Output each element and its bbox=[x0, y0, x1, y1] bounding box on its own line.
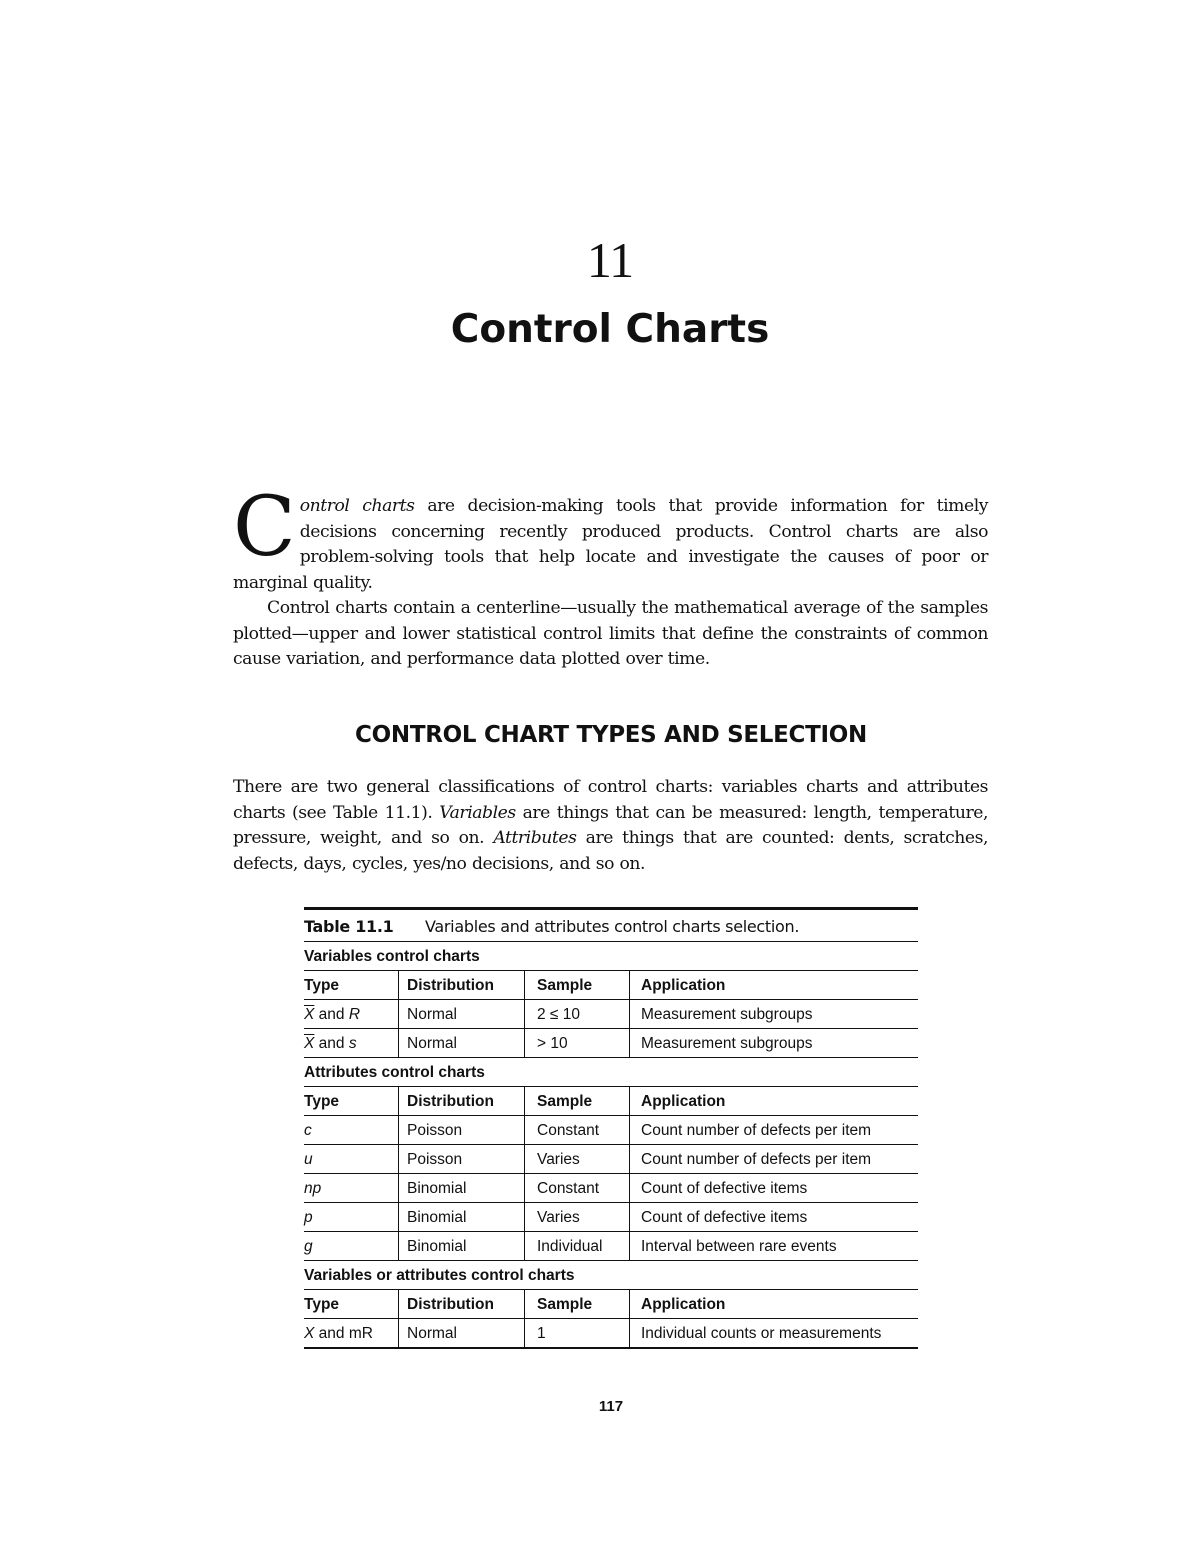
table-column-header-row bbox=[304, 1290, 918, 1319]
column-header-sample: Sample bbox=[525, 1290, 630, 1318]
cell-sample: 1 bbox=[525, 1319, 630, 1347]
cell-distribution: Normal bbox=[399, 1000, 525, 1028]
column-header-application: Application bbox=[641, 977, 726, 994]
table-column-header-row bbox=[304, 971, 918, 1000]
table-row bbox=[304, 1000, 918, 1029]
intro-paragraph-1-text: are decision-making tools that provide information for timely decisions concerning recently produced products. Control charts are also problem-solving tools that help locate and investigate the causes of poor or marginal quality. bbox=[233, 496, 989, 593]
table-row bbox=[304, 1174, 918, 1203]
intro-paragraph-1 bbox=[233, 480, 989, 596]
cell-distribution: Poisson bbox=[399, 1145, 525, 1173]
table-group-header: Variables or attributes control charts bbox=[304, 1261, 918, 1290]
attributes-term: Attributes bbox=[493, 828, 577, 849]
section-text-a: There are two general classifications of control charts: variables charts and attributes charts (see Table 11.1). bbox=[233, 777, 988, 823]
cell-type: np bbox=[304, 1174, 399, 1202]
column-header-application: Application bbox=[641, 1093, 726, 1110]
table-row bbox=[304, 1319, 918, 1349]
table-row bbox=[304, 1232, 918, 1261]
cell-distribution: Binomial bbox=[399, 1203, 525, 1231]
cell-application: Individual counts or measurements bbox=[641, 1325, 882, 1342]
table-row bbox=[304, 1203, 918, 1232]
column-header-distribution: Distribution bbox=[399, 971, 525, 999]
cell-distribution: Binomial bbox=[399, 1174, 525, 1202]
table-caption-text: Variables and attributes control charts selection. bbox=[425, 917, 800, 936]
section-text-c: are things that are counted: dents, scratches, defects, days, cycles, yes/no decisions, and so on. bbox=[233, 828, 988, 874]
cell-sample: > 10 bbox=[525, 1029, 630, 1057]
table-row bbox=[304, 1145, 918, 1174]
cell-distribution: Normal bbox=[399, 1029, 525, 1057]
column-header-type: Type bbox=[304, 971, 399, 999]
cell-type: $\overline{X}$ and s bbox=[304, 1029, 399, 1057]
intro-term: ontrol charts bbox=[299, 496, 415, 516]
cell-application: Count of defective items bbox=[641, 1209, 808, 1226]
column-header-sample: Sample bbox=[525, 971, 630, 999]
cell-sample: Varies bbox=[525, 1145, 630, 1173]
cell-application: Interval between rare events bbox=[641, 1238, 837, 1255]
control-charts-table bbox=[304, 907, 918, 1349]
cell-sample: 2 ≤ 10 bbox=[525, 1000, 630, 1028]
table-row bbox=[304, 1116, 918, 1145]
cell-type: X and mR bbox=[304, 1319, 399, 1347]
cell-application: Count number of defects per item bbox=[641, 1122, 872, 1139]
table-row bbox=[304, 1029, 918, 1058]
cell-type: c bbox=[304, 1116, 399, 1144]
column-header-sample: Sample bbox=[525, 1087, 630, 1115]
table-column-header-row bbox=[304, 1087, 918, 1116]
intro-paragraph-2: Control charts contain a centerline—usually the mathematical average of the samples plotted—upper and lower statistical control limits that define the constraints of common cause variation, and performance data plotted over time. bbox=[233, 598, 988, 670]
table-group-header: Attributes control charts bbox=[304, 1058, 918, 1087]
cell-type: $\overline{X}$ and R bbox=[304, 1000, 399, 1028]
cell-application: Count number of defects per item bbox=[641, 1151, 872, 1168]
chapter-title: Control Charts bbox=[450, 307, 770, 352]
cell-distribution: Normal bbox=[399, 1319, 525, 1347]
cell-application: Measurement subgroups bbox=[641, 1035, 813, 1052]
table-caption bbox=[304, 907, 918, 942]
cell-sample: Constant bbox=[525, 1174, 630, 1202]
column-header-application: Application bbox=[641, 1296, 726, 1313]
cell-sample: Constant bbox=[525, 1116, 630, 1144]
section-heading: CONTROL CHART TYPES AND SELECTION bbox=[355, 722, 867, 748]
column-header-distribution: Distribution bbox=[399, 1087, 525, 1115]
cell-application: Count of defective items bbox=[641, 1180, 808, 1197]
table-label: Table 11.1 bbox=[304, 917, 394, 936]
cell-distribution: Poisson bbox=[399, 1116, 525, 1144]
section-paragraph bbox=[233, 775, 988, 877]
cell-type: u bbox=[304, 1145, 399, 1173]
cell-sample: Varies bbox=[525, 1203, 630, 1231]
table-group-header: Variables control charts bbox=[304, 942, 918, 971]
cell-type: p bbox=[304, 1203, 399, 1231]
chapter-number: 11 bbox=[586, 232, 634, 288]
page-number: 117 bbox=[598, 1398, 624, 1415]
cell-type: g bbox=[304, 1232, 399, 1260]
section-text-b: are things that can be measured: length, temperature, pressure, weight, and so on. bbox=[233, 802, 988, 849]
column-header-type: Type bbox=[304, 1290, 399, 1318]
column-header-type: Type bbox=[304, 1087, 399, 1115]
variables-term: Variables bbox=[439, 802, 516, 823]
cell-application: Measurement subgroups bbox=[641, 1006, 813, 1023]
cell-distribution: Binomial bbox=[399, 1232, 525, 1260]
cell-sample: Individual bbox=[525, 1232, 630, 1260]
drop-cap: C bbox=[233, 480, 296, 575]
column-header-distribution: Distribution bbox=[399, 1290, 525, 1318]
